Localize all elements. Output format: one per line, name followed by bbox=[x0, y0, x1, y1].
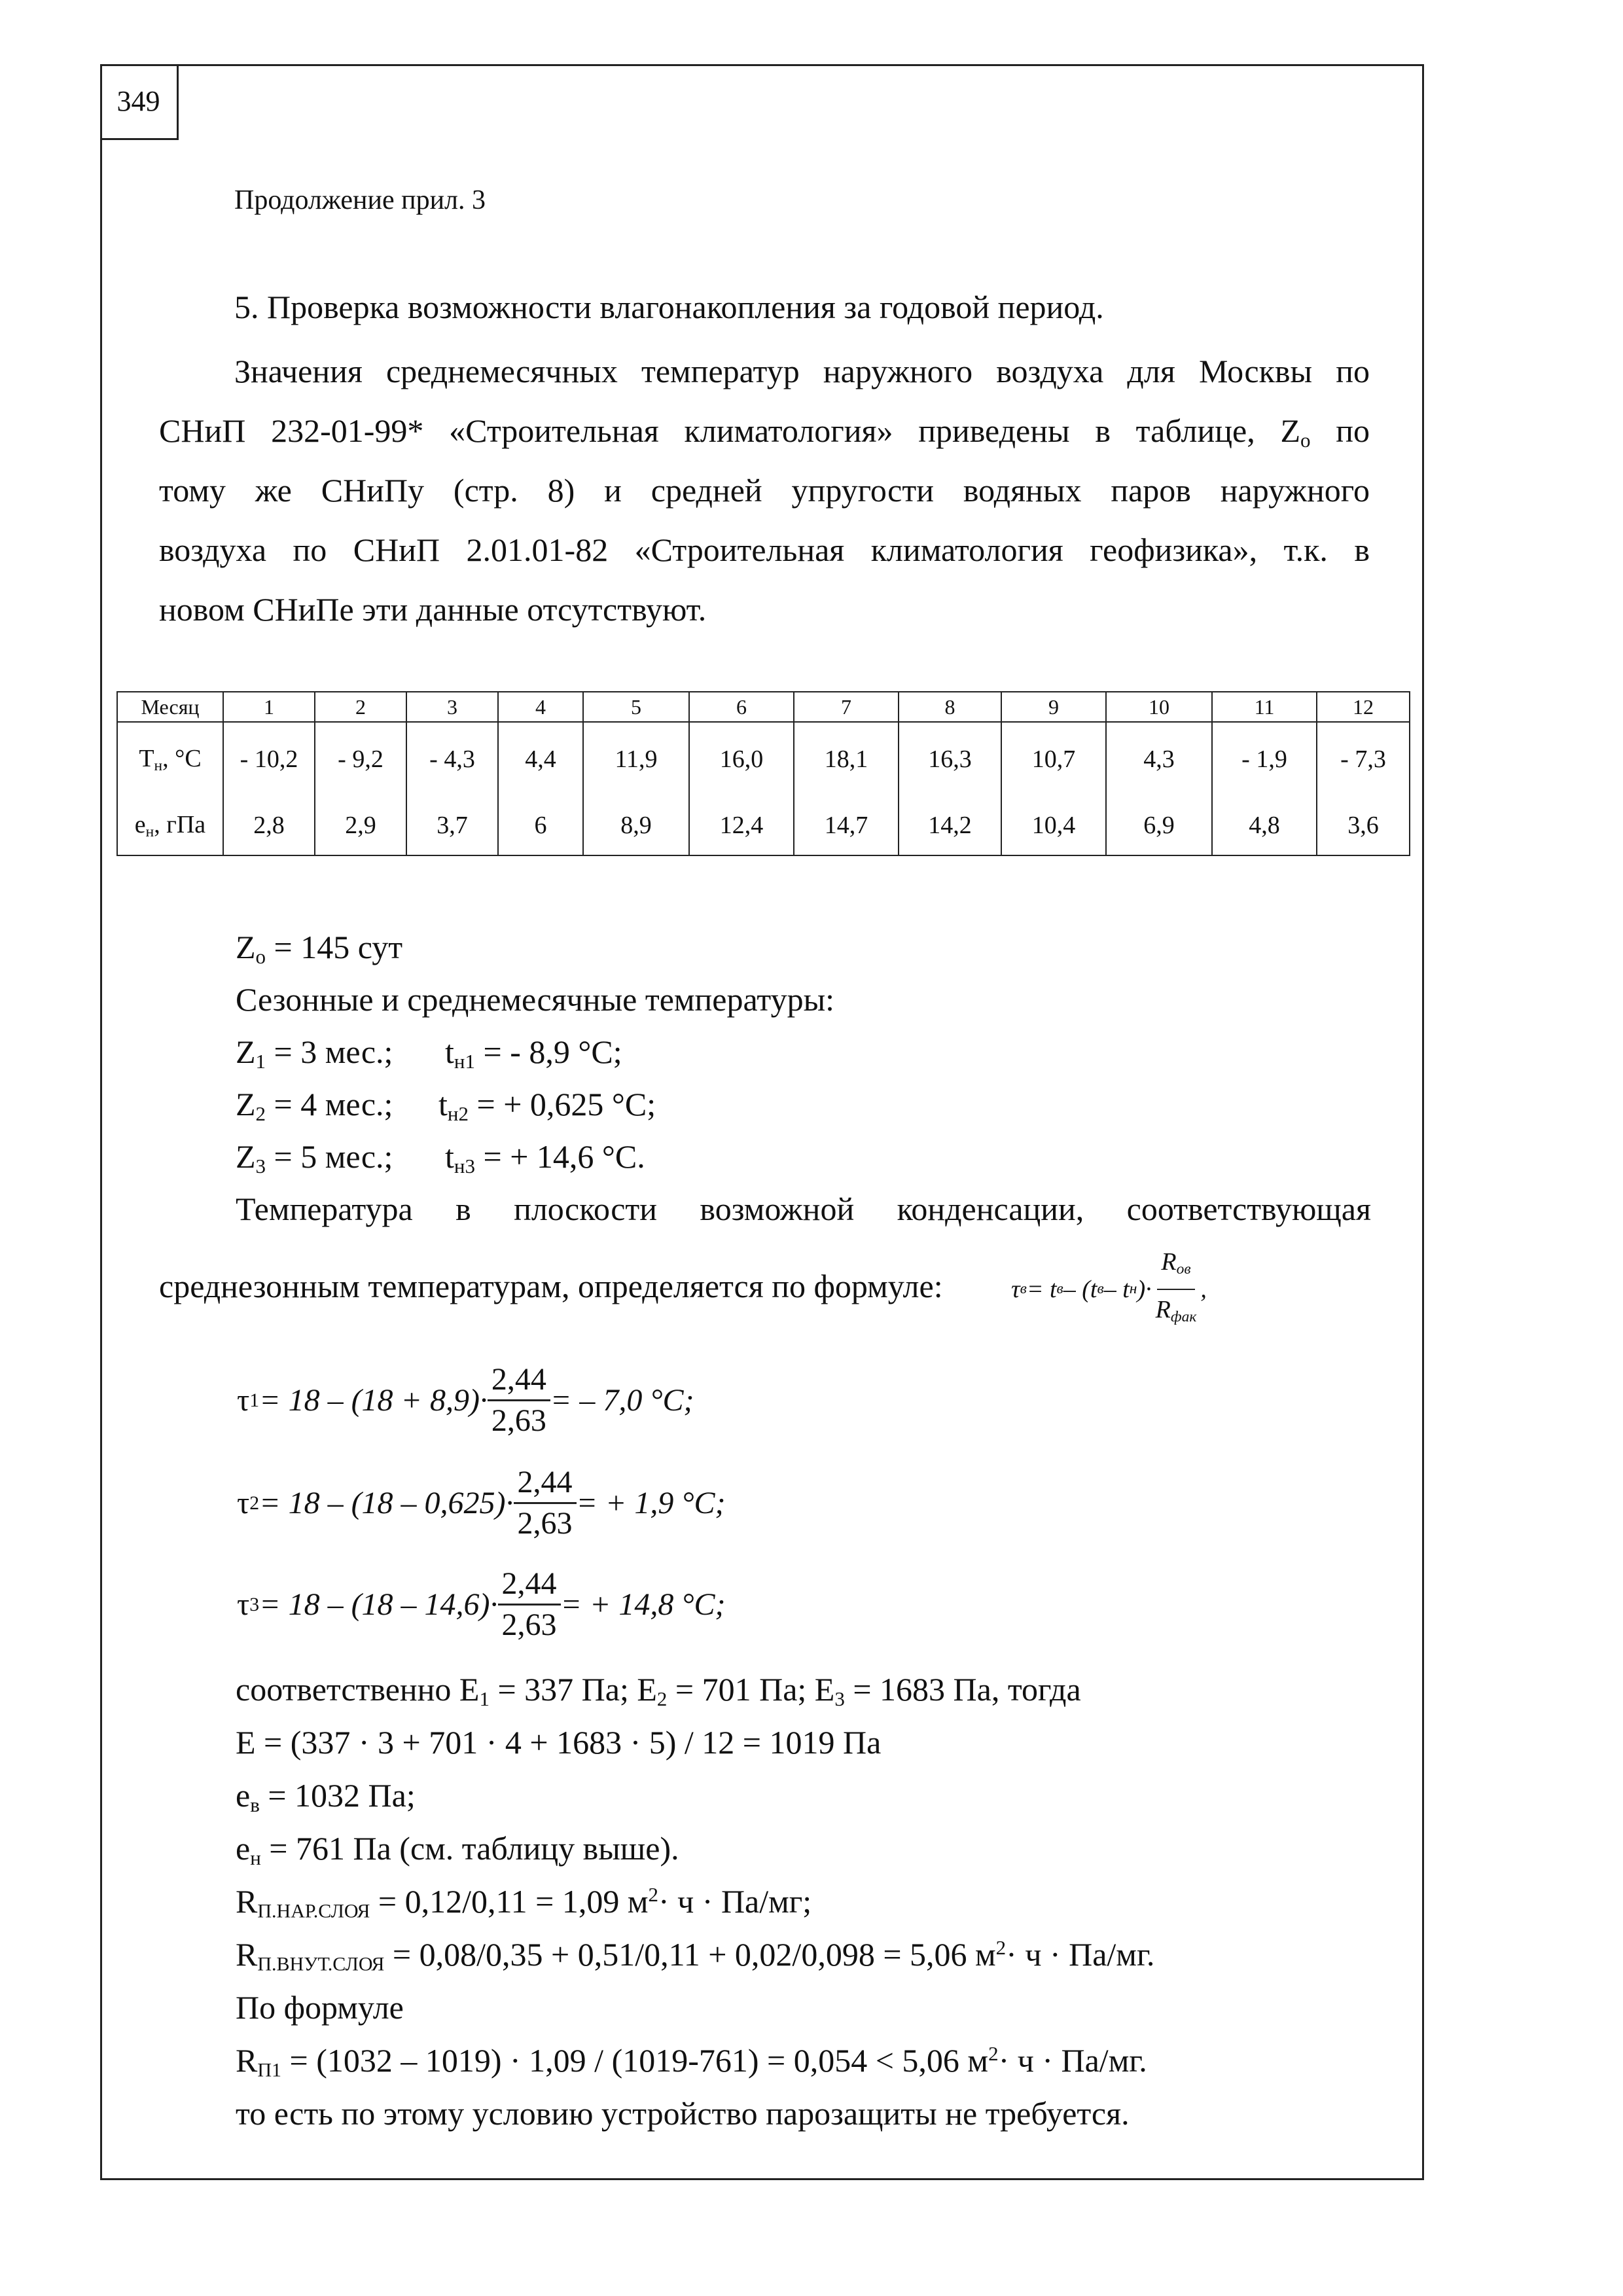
month-cell: 4 bbox=[498, 692, 583, 722]
table-cell: 6,9 bbox=[1106, 796, 1212, 855]
fraction: $\frac{2,44}{2,63}$ bbox=[514, 1463, 577, 1543]
table-cell: 4,8 bbox=[1212, 796, 1317, 855]
appendix-header: Продолжение прил. 3 bbox=[234, 185, 486, 215]
table-cell: 6 bbox=[498, 796, 583, 855]
table-cell: 11,9 bbox=[583, 722, 689, 796]
month-cell: 1 bbox=[223, 692, 315, 722]
table-cell: 16,0 bbox=[689, 722, 794, 796]
fraction: $\frac{2,44}{2,63}$ bbox=[498, 1564, 561, 1645]
fraction: $\frac{2,44}{2,63}$ bbox=[488, 1360, 550, 1441]
table-row-vapor-pressure bbox=[117, 796, 1410, 855]
intro-line-2 bbox=[159, 401, 1370, 461]
table-cell: 16,3 bbox=[899, 722, 1001, 796]
month-cell: 3 bbox=[406, 692, 498, 722]
table-cell: 4,3 bbox=[1106, 722, 1212, 796]
table-cell: 18,1 bbox=[794, 722, 899, 796]
table-header-row bbox=[117, 692, 1410, 722]
month-cell: 7 bbox=[794, 692, 899, 722]
general-formula: τ в = t в – (t в – t н )· $\frac{R_{ов}}{R_{фак}}$ , bbox=[1011, 1242, 1207, 1336]
intro-z-sub: о bbox=[1300, 428, 1311, 452]
r-inner-layer-line: $R_{П.ВНУТ.СЛОЯ} = 0,08/0,35 + 0,51/0,11 + 0,02/0,098 = 5,06$ $м^2\cdot ч \cdot Па/мг$. bbox=[236, 1935, 1155, 1975]
table-row-temperature bbox=[117, 722, 1410, 796]
table-cell: - 1,9 bbox=[1212, 722, 1317, 796]
month-cell: 8 bbox=[899, 692, 1001, 722]
month-cell: 10 bbox=[1106, 692, 1212, 722]
table-cell: - 7,3 bbox=[1317, 722, 1410, 796]
table-cell: 2,8 bbox=[223, 796, 315, 855]
table-cell: 10,4 bbox=[1001, 796, 1106, 855]
month-cell: 5 bbox=[583, 692, 689, 722]
table-cell: 14,7 bbox=[794, 796, 899, 855]
z0-line: $Z_о = 145$ сут bbox=[236, 929, 403, 968]
table-cell: - 9,2 bbox=[315, 722, 406, 796]
month-cell: 12 bbox=[1317, 692, 1410, 722]
e-values-line: соответственно $E_1 = 337$ Па; $E_2 = 701$ Па; $E_3 = 1683$ Па, тогда bbox=[236, 1671, 1081, 1710]
table-cell: 3,6 bbox=[1317, 796, 1410, 855]
season-row-1: $Z_1 = 3$ мес.; $t_{н1}$ = - 8,9 °С; bbox=[236, 1033, 622, 1073]
equation-tau-2: τ 2 = 18 – (18 – 0,625)· $\frac{2,44}{2,63}$ = + 1,9 °C; bbox=[237, 1463, 726, 1543]
equation-tau-3: τ 3 = 18 – (18 – 14,6)· $\frac{2,44}{2,63}$ = + 14,8 °C; bbox=[237, 1564, 726, 1645]
season-row-3: $Z_3 = 5$ мес.; $t_{н3}$ = + 14,6 °С. bbox=[236, 1138, 645, 1177]
table-cell: 2,9 bbox=[315, 796, 406, 855]
table-cell: 8,9 bbox=[583, 796, 689, 855]
r-p1-line: $R_{П1} = (1032 - 1019) \cdot 1,09 / (1019-761) = 0,054 < 5,06$ $м^2\cdot ч \cdot Па/мг$. bbox=[236, 2041, 1147, 2081]
conclusion-line: то есть по этому условию устройство парозащиты не требуется. bbox=[236, 2095, 1130, 2132]
intro-paragraph bbox=[159, 342, 1370, 639]
intro-line-1: Значения среднемесячных температур наружного воздуха для Москвы по bbox=[234, 353, 1370, 389]
header-label: Месяц bbox=[117, 692, 223, 722]
table-cell: - 4,3 bbox=[406, 722, 498, 796]
table-cell: 10,7 bbox=[1001, 722, 1106, 796]
table-cell: 4,4 bbox=[498, 722, 583, 796]
season-row-2: $Z_2 = 4$ мес.; $t_{н2}$ = + 0,625 °С; bbox=[236, 1086, 656, 1125]
equation-tau-1: τ 1 = 18 – (18 + 8,9)· $\frac{2,44}{2,63}$ = – 7,0 °C; bbox=[237, 1360, 694, 1441]
seasonal-title: Сезонные и среднемесячные температуры: bbox=[236, 981, 835, 1018]
climate-table bbox=[116, 691, 1410, 856]
month-cell: 2 bbox=[315, 692, 406, 722]
intro-line-2-text: СНиП 232-01-99* «Строительная климатология» приведены в таблице, Z bbox=[159, 412, 1300, 449]
row-label-vapor: $е_н$, гПа bbox=[117, 796, 223, 855]
intro-z-tail: по bbox=[1336, 412, 1370, 449]
month-cell: 9 bbox=[1001, 692, 1106, 722]
e-average-line: E = (337 · 3 + 701 · 4 + 1683 · 5) / 12 = 1019 Па bbox=[236, 1724, 882, 1761]
month-cell: 6 bbox=[689, 692, 794, 722]
intro-line-5: новом СНиПе эти данные отсутствуют. bbox=[159, 591, 707, 628]
page-number-text: 349 bbox=[116, 85, 160, 117]
r-outer-layer-line: $R_{П.НАР.СЛОЯ} = 0,12/0,11 = 1,09$ $м^2\cdot ч \cdot Па/мг$; bbox=[236, 1882, 812, 1922]
condensation-line-1: Температура в плоскости возможной конденсации, соответствующая bbox=[236, 1191, 1371, 1227]
section-title: 5. Проверка возможности влагонакопления за годовой период. bbox=[234, 289, 1104, 325]
intro-line-4: воздуха по СНиП 2.01.01-82 «Строительная климатология геофизика», т.к. в bbox=[159, 531, 1370, 568]
row-label-temperature: $Т_н$, °С bbox=[117, 722, 223, 796]
table-cell: - 10,2 bbox=[223, 722, 315, 796]
general-formula-fraction: $\frac{R_{ов}}{R_{фак}}$ bbox=[1152, 1242, 1201, 1336]
table-cell: 12,4 bbox=[689, 796, 794, 855]
en-line: $е_н = 761$ Па (см. таблицу выше). bbox=[236, 1830, 679, 1869]
month-cell: 11 bbox=[1212, 692, 1317, 722]
intro-line-3: тому же СНиПу (стр. 8) и средней упругости водяных паров наружного bbox=[159, 472, 1370, 509]
by-formula-line: По формуле bbox=[236, 1989, 404, 2026]
condensation-line-2: среднезонным температурам, определяется по формуле: bbox=[159, 1268, 943, 1304]
page-number bbox=[100, 64, 179, 140]
table-cell: 3,7 bbox=[406, 796, 498, 855]
table-cell: 14,2 bbox=[899, 796, 1001, 855]
ev-line: $е_в = 1032$ Па; bbox=[236, 1777, 416, 1816]
